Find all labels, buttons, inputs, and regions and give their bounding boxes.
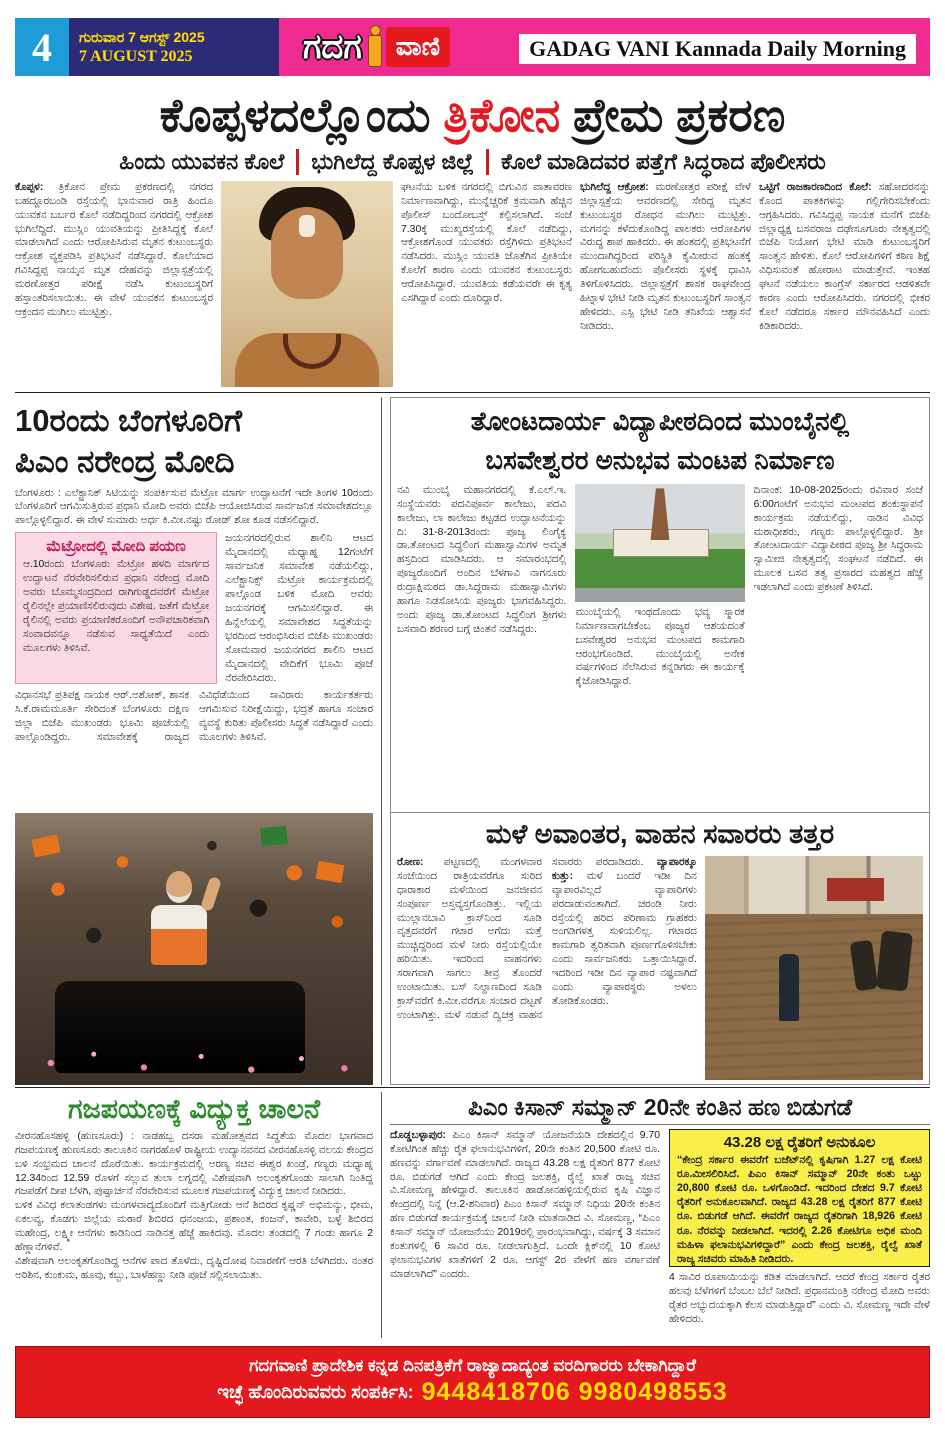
- lead-headline-part2: ಪ್ರೇಮ ಪ್ರಕರಣ: [560, 89, 786, 141]
- gaja-article: [15, 1092, 373, 1338]
- article-column: ನವಿ ಮುಂಬೈ ಮಹಾನಗರದಲ್ಲಿ ಕೆ.ಎಲ್.ಇ. ಸಂಸ್ಥೆಯವರು ಪದವಿಪೂರ್ವ ಕಾಲೇಜು, ಪದವಿ ಕಾಲೇಜು, ಲಾ ಕಾಲೇಜು ಕಟ್ಟಡದ ಉದ್ಘಾಟನೆಯನ್ನು ದಿ: 31-8-2013ರಂದು ಪೂಜ್ಯ ಲಿಂಗೈಕ್ಯ ಡಾ.ತೋಂಟದ ಸಿದ್ಧಲಿಂಗ ಮಹಾಸ್ವಾಮಿಗಳ ಅಮೃತ ಹಸ್ತದಿಂದ ಮಾಡಿಸಿದರು. ಆ ಸಮಾರಂಭದಲ್ಲಿ ಪೂಜ್ಯರೊಂದಿಗೆ ಅಂದಿನ ಬೆಳಗಾವಿ ನಾಗನೂರು ರುದ್ರಾಕ್ಷಿಮಠದ ಡಾ.ಸಿದ್ದರಾಮ ಮಹಾಸ್ವಾಮಿಗಳು ಹಾಗೂ ನಿಡಸೋಸಿಯ ಪೂಜ್ಯರು ಭಾಗವಹಿಸಿದ್ದರು. ಅಂದು ಪೂಜ್ಯ ಡಾ.ತೋಂಟದ ಸಿದ್ಧಲಿಂಗ ಶ್ರೀಗಳು ಬಸವಾದಿ ಶರಣರ ಬಗ್ಗೆ ಚಿಂತನೆ ನಡೆಸಿದ್ದರು.: [397, 484, 567, 636]
- date-kannada: ಗುರುವಾರ 7 ಆಗಸ್ಟ್ 2025: [79, 29, 205, 46]
- pmkisan-article: [390, 1092, 930, 1338]
- newspaper-page: [15, 0, 930, 1418]
- tontadarya-headline-line1: ತೋಂಟದಾರ್ಯ ವಿದ್ಯಾಪೀಠದಿಂದ ಮುಂಬೈನಲ್ಲಿ: [470, 405, 850, 436]
- article-text: ಮಳೆ ಬಂದರೆ ಇಡೀ ದಿನ ವ್ಯಾಪಾರವಿಲ್ಲದೆ ವ್ಯಾಪಾರಿಗಳು ಪರದಾಡುವಂತಾಗಿದೆ. ಚರಂಡಿ ನೀರು ರಸ್ತೆಯಲ್ಲಿ ಹರಿದ ಪರಿಣಾಮ ಗ್ರಾಹಕರು ಅಂಗಡಿಗಳತ್ತ ಸುಳಿಯಲಿಲ್ಲ. ಗಟಾರದ ಕಾಮಗಾರಿ ತ್ವರಿತವಾಗಿ ಪೂರ್ಣಗೊಳಿಸಬೇಕು ಎಂದು ಸಾರ್ವಜನಿಕರು ಒತ್ತಾಯಿಸಿದ್ದಾರೆ. ಇದರಿಂದ ಇಡೀ ದಿನ ವ್ಯಾಪಾರ ನಷ್ಟವಾಗಿದೆ ಎಂದು ವ್ಯಾಪಾರಸ್ಥರು ಅಳಲು ತೋಡಿಕೊಂಡರು.: [551, 870, 697, 1008]
- article-column: [397, 856, 697, 1080]
- metro-box-body: ಆ.10ರಂದು ಬೆಂಗಳೂರು ಮೆಟ್ರೋ ಹಳದಿ ಮಾರ್ಗದ ಉದ್ಘಾಟನೆ ನೆರವೇರಿಸಲಿರುವ ಪ್ರಧಾನಿ ನರೇಂದ್ರ ಮೋದಿ ಅವರು ಬೊಮ್ಮಸಂದ್ರದಿಂದ ರಾಗಿಗುಡ್ಡದವರೆಗೆ ಮೆಟ್ರೋ ರೈಲಿನಲ್ಲೇ ಪ್ರಯಾಣಿಸಲಿರುವುದು ವಿಶೇಷ. ಜತೆಗೆ ಮೆಟ್ರೋ ರೈಲಿನಲ್ಲಿ ಅವರು ಪ್ರಯಾಣಿಕರೊಂದಿಗೆ ಅನೌಪಚಾರಿಕವಾಗಿ ಸಂವಾದವನ್ನೂ ನಡೆಸುವ ಸಾಧ್ಯತೆಯಿದೆ ಎಂದು ಮೂಲಗಳು ತಿಳಿಸಿವೆ.: [23, 559, 210, 654]
- statue-icon: [366, 25, 382, 69]
- article-text: ಘಟನೆಯ ಬಳಿಕ ನಗರದಲ್ಲಿ ಬಿಗುವಿನ ವಾತಾವರಣ ನಿರ್ಮಾಣವಾಗಿದ್ದು, ಮುನ್ನೆಚ್ಚರಿಕೆ ಕ್ರಮವಾಗಿ ಹೆಚ್ಚಿನ ಪೊಲೀಸ್ ಬಂದೋಬಸ್ತ್ ಕಲ್ಪಿಸಲಾಗಿದೆ. ಸಂಜೆ 7.30ಕ್ಕೆ ಮುಖ್ಯರಸ್ತೆಯಲ್ಲಿ ಕೊಲೆ ನಡೆದಿದ್ದು, ಆಕ್ರೋಶಗೊಂಡ ಯುವಕರು ರಸ್ತೆಗಿಳಿದು ಪ್ರತಿಭಟನೆ ನಡೆಸಿದರು. ಮುಸ್ಲಿಂ ಯುವತಿ ಜೊತೆಗಿನ ಪ್ರೀತಿಯೇ ಕೊಲೆಗೆ ಕಾರಣ ಎಂದು ಯುವಕನ ಕುಟುಂಬಸ್ಥರು ಆರೋಪಿಸಿದ್ದಾರೆ. ಯುವತಿಯ ಕಡೆಯವರೇ ಈ ಕೃತ್ಯ ಎಸಗಿದ್ದಾರೆ ಎಂದು ದೂರಿದ್ದಾರೆ.: [401, 181, 572, 305]
- benefit-highlight-box: [669, 1129, 930, 1267]
- date-box: [69, 18, 279, 76]
- article-text: 4 ಸಾವಿರ ರೂಪಾಯಿಯನ್ನು ಕಡಿತ ಮಾಡಲಾಗಿದೆ. ಆದರೆ ಕೇಂದ್ರ ಸರ್ಕಾರ ರೈತರ ಹಲವು ಬೆಳೆಗಳಿಗೆ ಬೆಂಬಲ ಬೆಲೆ ನೀಡಿದೆ. ಪ್ರಧಾನಮಂತ್ರಿ ನರೇಂದ್ರ ಮೋದಿ ಅವರು ರೈತರ ಅಭ್ಯುದಯಕ್ಕಾಗಿ ಕೆಲಸ ಮಾಡುತ್ತಿದ್ದಾರೆ” ಎಂದು ವಿ. ಸೋಮಣ್ಣ ಇದೇ ವೇಳೆ ಹೇಳಿದರು.: [669, 1271, 930, 1325]
- pmkisan-headline: ಪಿಎಂ ಕಿಸಾನ್ ಸಮ್ಮಾನ್ 20ನೇ ಕಂತಿನ ಹಣ ಬಿಡುಗಡೆ: [390, 1094, 930, 1125]
- benefit-box-body: “ಕೇಂದ್ರ ಸರ್ಕಾರ ಈವರೆಗೆ ಬಜೆಟ್‌ನಲ್ಲಿ ಕೃಷಿಗಾಗಿ 1.27 ಲಕ್ಷ ಕೋಟಿ ರೂ.ಮೀಸಲಿರಿಸಿದೆ. ಪಿಎಂ ಕಿಸಾನ್ ಸಮ್ಮಾನ್ 20ನೇ ಕಂತು ಒಟ್ಟು 20,800 ಕೋಟಿ ರೂ. ಒಳಗೊಂಡಿದೆ. ಇದರಿಂದ ದೇಶದ 9.7 ಕೋಟಿ ರೈತರಿಗೆ ಅನುಕೂಲವಾಗಿದೆ. ರಾಜ್ಯದ 43.28 ಲಕ್ಷ ರೈತರಿಗೆ 877 ಕೋಟಿ ರೂ. ಬಿಡುಗಡೆ ಆಗಿದೆ. ಈವರೆಗೆ ರಾಜ್ಯದ ರೈತರಿಗಾಗಿ 18,926 ಕೋಟಿ ರೂ. ನೆರವನ್ನು ನೀಡಲಾಗಿದೆ. ಇದರಲ್ಲಿ 2.26 ಕೋಟಿಗೂ ಅಧಿಕ ಮಂದಿ ಮಹಿಳಾ ಫಲಾನುಭವಿಗಳಿದ್ದಾರೆ” ಎಂದು ಕೇಂದ್ರ ಜಲಶಕ್ತಿ, ರೈಲ್ವೆ ಖಾತೆ ರಾಜ್ಯ ಸಚಿವರು ಮಾಹಿತಿ ನೀಡಿದರು.: [677, 1153, 922, 1265]
- mantapa-building-photo: [575, 484, 744, 602]
- lead-article: [15, 181, 930, 387]
- tontadarya-headline-line2: ಬಸವೇಶ್ವರರ ಅನುಭವ ಮಂಟಪ ನಿರ್ಮಾಣ: [485, 444, 835, 475]
- article-column: ಜಯನಗರದಲ್ಲಿರುವ ಶಾಲಿನಿ ಆಟದ ಮೈದಾನದಲ್ಲಿ ಮಧ್ಯಾಹ್ನ 12ಗಂಟೆಗೆ ಸಾರ್ವಜನಿಕ ಸಮಾವೇಶ ನಡೆಯಲಿದ್ದು, ಎಲೆಕ್ಟ್ರಾನಿಕ್ಸ್ ಮೆಟ್ರೋ ಕಾರ್ಯಕ್ರಮದಲ್ಲಿ ಪಾಲ್ಗೊಂಡ ಬಳಿಕ ಮೋದಿ ಅವರು ಜಯನಗರಕ್ಕೆ ಆಗಮಿಸಲಿದ್ದಾರೆ. ಈ ಹಿನ್ನೆಲೆಯಲ್ಲಿ ಸಮಾವೇಶದ ಸಿದ್ಧತೆಯನ್ನು ಭರದಿಂದ ಆರಂಭಿಸಿರುವ ಬಿಜೆಪಿ ಮುಖಂಡರು ಸೋಮವಾರ ಜಯನಗರದ ಶಾಲಿನಿ ಆಟದ ಮೈದಾನದಲ್ಲಿ ವೇದಿಕೆಗೆ ಭೂಮಿ ಪೂಜೆ ನೆರವೇರಿಸಿದರು.: [225, 533, 373, 684]
- article-column: ದಿನಾಂಕ: 10-08-2025ರಂದು ರವಿವಾರ ಸಂಜೆ 6:00ಗಂಟೆಗೆ ಅನುಭವ ಮಂಟಪದ ಶಂಕುಸ್ಥಾಪನೆ ಕಾರ್ಯಕ್ರಮ ನಡೆಯಲಿದ್ದು, ನಾಡಿನ ವಿವಿಧ ಮಠಾಧೀಶರು, ಗಣ್ಯರು ಪಾಲ್ಗೊಳ್ಳಲಿದ್ದಾರೆ. ಶ್ರೀ ತೋಂಟದಾರ್ಯ ವಿದ್ಯಾಪೀಠದ ಪೂಜ್ಯ ಶ್ರೀ ಸಿದ್ಧರಾಮ ಸ್ವಾಮೀಜಿ ನೇತೃತ್ವದಲ್ಲಿ ಸಂಘಟನೆ ನಡೆದಿದೆ. ಈ ಮೂಲಕ ಬಸವ ತತ್ವ ಪ್ರಸಾರದ ಮಹತ್ವದ ಹೆಜ್ಜೆ ಇಡಲಾಗಿದೆ ಎಂದು ಪ್ರಕಟಣೆ ತಿಳಿಸಿದೆ.: [753, 484, 923, 594]
- article-text: ಪಿಎಂ ಕಿಸಾನ್ ಸಮ್ಮಾನ್ ಯೋಜನೆಯಡಿ ದೇಶದಲ್ಲಿನ 9.70 ಕೋಟಿಗಿಂತ ಹೆಚ್ಚು ರೈತ ಫಲಾನುಭವಿಗಳಿಗೆ, 20ನೇ ಕಂತಿನ 20,500 ಕೋಟಿ ರೂ. ಹಣವನ್ನು ವರ್ಗಾವಣೆ ಮಾಡಲಾಗಿದೆ. ರಾಜ್ಯದ 43.28 ಲಕ್ಷ ರೈತರಿಗೆ 877 ಕೋಟಿ ರೂ. ಬಿಡುಗಡೆ ಆಗಿದೆ ಎಂದು ಕೇಂದ್ರ ಜಲಶಕ್ತಿ, ರೈಲ್ವೆ ಖಾತೆ ರಾಜ್ಯ ಸಚಿವ ವಿ.ಸೋಮಣ್ಣ ಹೇಳಿದ್ದಾರೆ.: [390, 1129, 660, 1197]
- logo-text-vani: ವಾಣಿ: [386, 27, 450, 67]
- article-text: ಸಹೋದರನನ್ನು ಕೊಂದ ಪಾತಕಿಗಳನ್ನು ಗಲ್ಲಿಗೇರಿಸಬೇಕೆಂದು ಆಗ್ರಹಿಸಿದರು. ಗವಿಸಿದ್ದಪ್ಪ ನಾಯಕ ಮನೆಗೆ ಬಿಜೆಪಿ ಜಿಲ್ಲಾಧ್ಯಕ್ಷ ಬಸವರಾಜ ದಢೇಸೂಗೂರು ನೇತೃತ್ವದಲ್ಲಿ ಬಿಜೆಪಿ ನಿಯೋಗ ಭೇಟಿ ಮಾಡಿ ಕುಟುಂಬಸ್ಥರಿಗೆ ಸಾಂತ್ವನ ಹೇಳಿತು. ಕೊಲೆ ಆರೋಪಿಗಳಿಗೆ ಕಠಿಣ ಶಿಕ್ಷೆ ವಿಧಿಸುವಂತೆ ಹೋರಾಟ ಮಾಡುತ್ತೇವೆ. ಇಂತಹ ಘಟನೆ ನಡೆಯಲು ಕಾಂಗ್ರೆಸ್ ಸರ್ಕಾರದ ಆಡಳಿತವೇ ಕಾರಣ ಎಂದು ಆರೋಪಿಸಿದರು. ನಗರದಲ್ಲಿ ಭೀಕರ ಕೊಲೆ ನಡೆದರೂ ಸರ್ಕಾರ ಮೌನವಹಿಸಿದೆ ಎಂದು ಕಿಡಿಕಾರಿದರು.: [759, 181, 930, 333]
- lead-headline: [15, 82, 930, 149]
- date-english: 7 AUGUST 2025: [79, 47, 193, 65]
- article-text: ವೀರನಹೊಸಹಳ್ಳಿ (ಹುಣಸೂರು) : ನಾಡಹಬ್ಬ ದಸರಾ ಮಹೋತ್ಸವದ ಸಿದ್ಧತೆಯ ಮೊದಲ ಭಾಗವಾದ ಗಜಪಯಣಕ್ಕೆ ಹುಣಸೂರು ತಾಲೂಕಿನ ನಾಗರಹೊಳೆ ರಾಷ್ಟ್ರೀಯ ಉದ್ಯಾನವನದ ವೀರನಹೊಸಳ್ಳಿ ವಲಯ ಕೇಂದ್ರದ ಬಳಿ ಸಂಭ್ರಮದ ಚಾಲನೆ ದೊರೆಯಿತು. ಕಾರ್ಯಕ್ರಮದಲ್ಲಿ ಅರಣ್ಯ ಸಚಿವ ಈಶ್ವರ ಖಂಡ್ರೆ, ಗಣ್ಯರು ಮಧ್ಯಾಹ್ನ 12.34ರಿಂದ 12.59 ರೊಳಗೆ ಸಲ್ಲುವ ತುಲಾ ಲಗ್ನದಲ್ಲಿ ವಿಶೇಷವಾಗಿ ಅಲಂಕೃತಗೊಂಡು ಸಾಲಾಗಿ ನಿಂತಿದ್ದ ಗಜಪಡೆಗೆ ದೀಪ ಬೆಳಗಿ, ಪುಷ್ಪಾರ್ಚನೆ ನೆರವೇರಿಸುವ ಮೂಲಕ ಗಜಪಯಣಕ್ಕೆ ವಿದ್ಯುಕ್ತ ಚಾಲನೆ ನೀಡಿದರು.: [15, 1130, 373, 1198]
- masthead-title-text: GADAG VANI Kannada Daily Morning: [529, 36, 906, 61]
- article-column: [390, 1129, 660, 1338]
- column-rule: [381, 397, 382, 1085]
- article-text: ವಿಶೇಷವಾಗಿ ಅಲಂಕೃತಗೊಂಡಿದ್ದ ಆನೆಗಳ ಪಾದ ತೊಳೆದು, ದೃಷ್ಟಿದೋಷ ನಿವಾರಣೆಗೆ ಆರತಿ ಬೆಳಗಿದರು. ನಂತರ ಅರಿಶಿನ, ಕುಂಕುಮ, ಹೂವು, ಕಬ್ಬು, ಬಾಳೆಹಣ್ಣು ನೀಡಿ ಪೂಜೆ ಸಲ್ಲಿಸಲಾಯಿತು.: [15, 1256, 373, 1282]
- tontadarya-headline: [397, 402, 923, 480]
- benefit-box-title: 43.28 ಲಕ್ಷ ರೈತರಿಗೆ ಅನುಕೂಲ: [723, 1133, 876, 1151]
- article-column: [15, 181, 213, 387]
- modi-lead-paragraph: ಬೆಂಗಳೂರು : ಎಲೆಕ್ಟ್ರಾನಿಕ್ ಸಿಟಿಯನ್ನು ಸಂಪರ್ಕಿಸುವ ಮೆಟ್ರೋ ಮಾರ್ಗ ಉದ್ಘಾಟನೆಗೆ ಇದೇ ತಿಂಗಳ 10ರಂದು ಬೆಂಗಳೂರಿಗೆ ಆಗಮಿಸುತ್ತಿರುವ ಪ್ರಧಾನಿ ಮೋದಿ ಅವರು ಬಿಜೆಪಿ ಆಯೋಜಿಸಿರುವ ಸಾರ್ವಜನಿಕ ಸಮಾವೇಶದಲ್ಲೂ ಪಾಲ್ಗೊಳ್ಳಲಿದ್ದಾರೆ. ಈ ವೇಳೆ ಸುಮಾರು ಅರ್ಧ ಕಿ.ಮೀ.ನಷ್ಟು ರೋಡ್ ಶೋ ಕೂಡ ನಡೆಸಲಿದ್ದಾರೆ.: [15, 487, 373, 527]
- lead-kickers: [15, 149, 930, 175]
- article-column: [759, 181, 930, 387]
- article-text: ಮರಣೋತ್ತರ ಪರೀಕ್ಷೆ ವೇಳೆ ಜಿಲ್ಲಾಸ್ಪತ್ರೆಯ ಆವರಣದಲ್ಲಿ ಸೇರಿದ್ದ ಮೃತನ ಕುಟುಂಬಸ್ಥರ ರೋಧನ ಮುಗಿಲು ಮುಟ್ಟಿತ್ತು. ಮಗನನ್ನು ಕಳೆದುಕೊಂಡಿದ್ದ ಪಾಲಕರು ಆರೋಪಿಗಳ ವಿರುದ್ಧ ಶಾಪ ಹಾಕಿದರು. ಈ ಹಂತದಲ್ಲಿ ಪ್ರತಿಭಟನೆಗೆ ಮುಂದಾಗಿದ್ದರಿಂದ ಪರಿಸ್ಥಿತಿ ಕೈಮೀರುವ ಹಂತಕ್ಕೆ ಹೋಗಬಹುದೆಂದು ಪೊಲೀಸರು ಸ್ಥಳಕ್ಕೆ ಧಾವಿಸಿ ತಿಳಿಗೊಳಿಸಿದರು. ಜಿಲ್ಲಾಸ್ಪತ್ರೆಗೆ ಶಾಸಕ ರಾಘವೇಂದ್ರ ಹಿಟ್ನಾಳ ಭೇಟಿ ನೀಡಿ ಮೃತನ ಕುಟುಂಬಸ್ಥರಿಗೆ ಸಾಂತ್ವನ ಹೇಳಿದರು. ಎಸ್ಪಿ ಭೇಟಿ ನೀಡಿ ತನಿಖೆಯ ಆಶ್ವಾಸನೆ ನೀಡಿದರು.: [580, 181, 751, 333]
- masthead: [15, 18, 930, 76]
- metro-box-title: ಮೆಟ್ರೋದಲ್ಲಿ ಮೋದಿ ಪಯಣ: [46, 538, 186, 556]
- rain-headline: ಮಳೆ ಅವಾಂತರ, ವಾಹನ ಸವಾರರು ತತ್ತರ: [485, 818, 835, 849]
- metro-highlight-box: [15, 532, 217, 684]
- article-column: [580, 181, 751, 387]
- tontadarya-article: [390, 397, 930, 813]
- article-text: ತಾಲೂಕಿನ ಹಾಡೋನಹಳ್ಳಿಯಲ್ಲಿರುವ ಕೃಷಿ ವಿಜ್ಞಾನ ಕೇಂದ್ರದಲ್ಲಿ ನಿನ್ನೆ (ಆ.2-ಶನಿವಾರ) ಪಿಎಂ ಕಿಸಾನ್ ಸಮ್ಮಾನ್ ನಿಧಿಯ 20ನೇ ಕಂತಿನ ಹಣ ಬಿಡುಗಡೆ ಕಾರ್ಯಕ್ರಮಕ್ಕೆ ಚಾಲನೆ ನೀಡಿ ಮಾತನಾಡಿದ ವಿ. ಸೋಮಣ್ಣ, “ಪಿಎಂ ಕಿಸಾನ್ ಸಮ್ಮಾನ್ ಯೋಜನೆಯು 2019ರಲ್ಲಿ ಪ್ರಾರಂಭವಾಗಿದ್ದು, ವರ್ಷಕ್ಕೆ 3 ಸಮಾನ ಕಂತುಗಳಲ್ಲಿ 6 ಸಾವಿರ ರೂ. ನೀಡಲಾಗುತ್ತಿದೆ. ಒಂದೇ ಕ್ಲಿಕ್‌ನಲ್ಲಿ 10 ಕೋಟಿ ಫಲಾನುಭವಿಗಳ ಖಾತೆಗಳಿಗೆ 2 ರೂ. ಆಗಸ್ಟ್ 2ರ ವೇಳೆಗೆ ಹಣ ವರ್ಗಾವಣೆ ಮಾಡಲಾಗಿದೆ” ಎಂದರು.: [390, 1185, 660, 1281]
- modi-roadshow-photo: [15, 813, 373, 1084]
- article-text: ತ್ರಿಕೋನ ಪ್ರೇಮ ಪ್ರಕರಣದಲ್ಲಿ ನಗರದ ಬಹದ್ದೂರಬಂಡಿ ರಸ್ತೆಯಲ್ಲಿ ಭಾನುವಾರ ರಾತ್ರಿ ಹಿಂದೂ ಯುವಕನ ಬರ್ಬರ ಕೊಲೆ ನಡೆದಿದ್ದರಿಂದ ನಗರದಲ್ಲಿ ಆಕ್ರೋಶ ಭುಗಿಲೆದ್ದಿದೆ. ಮುಸ್ಲಿಂ ಯುವತಿಯನ್ನು ಪ್ರೀತಿಸಿದ್ದಕ್ಕೆ ಕೊಲೆ ಮಾಡಲಾಗಿದೆ ಎಂದು ಆರೋಪಿಸಿರುವ ಮೃತನ ಕುಟುಂಬಸ್ಥರು ಆಕ್ರೋಶ ವ್ಯಕ್ತಪಡಿಸಿ ಪ್ರತಿಭಟನೆ ನಡೆಸಿದ್ದಾರೆ. ಕೊಲೆಯಾದ ಗವಿಸಿದ್ದಪ್ಪ ನಾಯ್ಕನ ಮೃತ ದೇಹವನ್ನು ಜಿಲ್ಲಾಸ್ಪತ್ರೆಯಲ್ಲಿ ಮರಣೋತ್ತರ ಪರೀಕ್ಷೆ ನಡೆಸಿ ಕುಟುಂಬಸ್ಥರಿಗೆ ಹಸ್ತಾಂತರಿಸಲಾಯಿತು. ಈ ವೇಳೆ ಯುವಕನ ಕುಟುಂಬಸ್ಥರ ಆಕ್ರಂದನ ಮುಗಿಲು ಮುಟ್ಟಿತ್ತು.: [15, 181, 213, 319]
- victim-portrait-photo: [221, 181, 393, 387]
- modi-headline-line1: 10ರಂದು ಬೆಂಗಳೂರಿಗೆ: [15, 402, 243, 438]
- modi-headline: [15, 401, 373, 483]
- column-rule: [381, 1092, 382, 1338]
- subhead-lead-in: ಭುಗಿಲೆದ್ದ ಆಕ್ರೋಶ:: [580, 181, 649, 193]
- section-divider: [15, 392, 930, 393]
- masthead-logo: [303, 22, 450, 72]
- logo-text-gadag: ಗದಗ: [303, 27, 362, 66]
- modi-article: [15, 397, 373, 1085]
- kicker-item: ಕೊಲೆ ಮಾಡಿದವರ ಪತ್ತೆಗೆ ಸಿದ್ಧರಾದ ಪೊಲೀಸರು: [486, 149, 838, 175]
- subhead-lead-in: ವ್ಯಾಪಾರಕ್ಕೂ ಕುತ್ತು:: [551, 856, 697, 882]
- article-text: ಮುಂಬೈಯಲ್ಲಿ ಇಂಥದೊಂದು ಭವ್ಯ ಸ್ಮಾರಕ ನಿರ್ಮಾಣವಾಗಬೇಕೆಂಬ ಪೂಜ್ಯರ ಆಶಯದಂತೆ ಬಸವೇಶ್ವರರ ಅನುಭವ ಮಂಟಪದ ಕಾಮಗಾರಿ ಆರಂಭಗೊಂಡಿದೆ. ಮುಂಬೈಯಲ್ಲಿ ಅನೇಕ ವರ್ಷಗಳಿಂದ ನೆಲೆಸಿರುವ ಕನ್ನಡಿಗರು ಈ ಕಾರ್ಯಕ್ಕೆ ಕೈಜೋಡಿಸಿದ್ದಾರೆ.: [575, 606, 745, 688]
- dateline: ದೊಡ್ಡಬಳ್ಳಾಪುರ:: [390, 1129, 446, 1141]
- modi-headline-line2: ಪಿಎಂ ನರೇಂದ್ರ ಮೋದಿ: [15, 443, 235, 479]
- banner-line1: ಗದಗವಾಣಿ ಪ್ರಾದೇಶಿಕ ಕನ್ನಡ ದಿನಪತ್ರಿಕೆಗೆ ರಾಜ್ಯಾದಾದ್ಯಂತ ವರದಿಗಾರರು ಬೇಕಾಗಿದ್ದಾರೆ: [249, 1356, 696, 1376]
- article-text: ಬಳಿಕ ವಿವಿಧ ಕಲಾತಂಡಗಳು ಮಂಗಳವಾದ್ಯದೊಂದಿಗೆ ಮತ್ತಿಗೋಡು ಆನೆ ಶಿಬಿರದ ಕೃಷ್ಣನ್ ಅಭಿಮನ್ಯು, ಭೀಮ, ಏಕಲವ್ಯ, ಕೊಡಗು ಜಿಲ್ಲೆಯ ಮಠಾರೆ ಶಿಬಿರದ ಧನಂಜಯ, ಪ್ರಶಾಂತ, ಕಂಜನ್, ಕಾವೇರಿ, ಬಳ್ಳೆ ಶಿಬಿರದ ಮಹೇಂದ್ರ, ಲಕ್ಷ್ಮೀ ಆನೆಗಳು ಕಾಡಿನಿಂದ ನಾಡಿನತ್ತ ಹೆಜ್ಜೆ ಹಾಕಿದವು. ಮೊದಲ ತಂಡದಲ್ಲಿ 7 ಗಂಡು ಹಾಗೂ 2 ಹೆಣ್ಣಾನೆಗಳಿವೆ.: [15, 1200, 373, 1254]
- page-number-badge: 4: [15, 18, 69, 76]
- article-column: [575, 484, 744, 802]
- lead-headline-highlight: ತ್ರಿಕೋನ: [443, 89, 561, 141]
- masthead-title: [519, 34, 916, 64]
- article-column: [401, 181, 572, 387]
- lead-headline-part1: ಕೊಪ್ಪಳದಲ್ಲೊಂದು: [159, 89, 444, 141]
- flood-street-photo: [705, 856, 923, 1080]
- rain-article: [390, 813, 930, 1085]
- recruitment-banner: [15, 1346, 930, 1418]
- modi-continuation: ವಿಧಾನಸಭೆ ಪ್ರತಿಪಕ್ಷ ನಾಯಕ ಆರ್.ಅಶೋಕ್, ಶಾಸಕ ಸಿ.ಕೆ.ರಾಮಮೂರ್ತಿ ಸೇರಿದಂತೆ ಬೆಂಗಳೂರು ದಕ್ಷಿಣ ಜಿಲ್ಲಾ ಬಿಜೆಪಿ ಮುಖಂಡರು ಭೂಮಿ ಪೂಜೆಯಲ್ಲಿ ಪಾಲ್ಗೊಂಡಿದ್ದರು. ಸಮಾವೇಶಕ್ಕೆ ರಾಜ್ಯದ ವಿವಿಧೆಡೆಯಿಂದ ಸಾವಿರಾರು ಕಾರ್ಯಕರ್ತರು ಆಗಮಿಸುವ ನಿರೀಕ್ಷೆಯಿದ್ದು, ಭದ್ರತೆ ಹಾಗೂ ಸಂಚಾರ ವ್ಯವಸ್ಥೆ ಕುರಿತು ಪೊಲೀಸರು ಸಿದ್ಧತೆ ನಡೆಸಿದ್ದಾರೆ ಎಂದು ಮೂಲಗಳು ತಿಳಿಸಿವೆ.: [15, 690, 373, 744]
- article-text: ಪಟ್ಟಣದಲ್ಲಿ ಮಂಗಳವಾರ ಸಂಜೆಯಿಂದ ರಾತ್ರಿಯವರೆಗೂ ಸುರಿದ ಧಾರಾಕಾರ ಮಳೆಯಿಂದ ಜನಜೀವನ ಸಂಪೂರ್ಣ ಅಸ್ತವ್ಯಸ್ತಗೊಂಡಿತ್ತು. ಇಲ್ಲಿಯ ಮುಲ್ಲಾನಬಾವಿ ಕ್ರಾಸ್‌ನಿಂದ ಸೂಡಿ ವೃತ್ತದವರೆಗೆ ಗಟಾರ ಅಗೆದು ಮತ್ತೆ ಮುಚ್ಚಿದ್ದರಿಂದ ಮಳೆ ನೀರು ರಸ್ತೆಯಲ್ಲಿಯೇ ಹರಿಯಿತು. ಇದರಿಂದ ವಾಹನಗಳು ಸರಾಗವಾಗಿ ಸಾಗಲು ತೀವ್ರ ತೊಂದರೆ ಉಂಟಾಯಿತು. ಬಸ್ ನಿಲ್ದಾಣದಿಂದ ಸೂಡಿ ಕ್ರಾಸ್‌ವರೆಗೆ ಕಿ.ಮೀ.ವರೆಗೂ ಸಂಚಾರ ದಟ್ಟಣೆ ಉಂಟಾಗಿತ್ತು. ಮಳೆ ನಡುವೆ ದ್ವಿಚಕ್ರ ವಾಹನ ಸವಾರರು ಪರದಾಡಿದರು.: [397, 856, 644, 1022]
- dateline: ರೋಣ:: [397, 856, 424, 868]
- gaja-headline: ಗಜಪಯಣಕ್ಕೆ ವಿದ್ಯುಕ್ತ ಚಾಲನೆ: [67, 1093, 321, 1124]
- subhead-lead-in: ಒಟ್ಟಿಗೆ ರಾಜಕಾರಣದಿಂದ ಕೊಲೆ:: [759, 181, 872, 193]
- modi-figure: [147, 871, 211, 967]
- kicker-item: ಹಿಂದು ಯುವಕನ ಕೊಲೆ: [119, 148, 285, 174]
- banner-contact-label: ಇಚ್ಛೆ ಹೊಂದಿರುವವರು ಸಂಪರ್ಕಿಸಿ:: [217, 1382, 414, 1403]
- phone-numbers: 9448418706 9980498553: [421, 1378, 728, 1407]
- kicker-item: ಭುಗಿಲೆದ್ದ ಕೊಪ್ಪಳ ಜಿಲ್ಲೆ: [296, 149, 486, 175]
- banner-line2: [217, 1378, 727, 1407]
- dateline: ಕೊಪ್ಪಳ:: [15, 181, 44, 193]
